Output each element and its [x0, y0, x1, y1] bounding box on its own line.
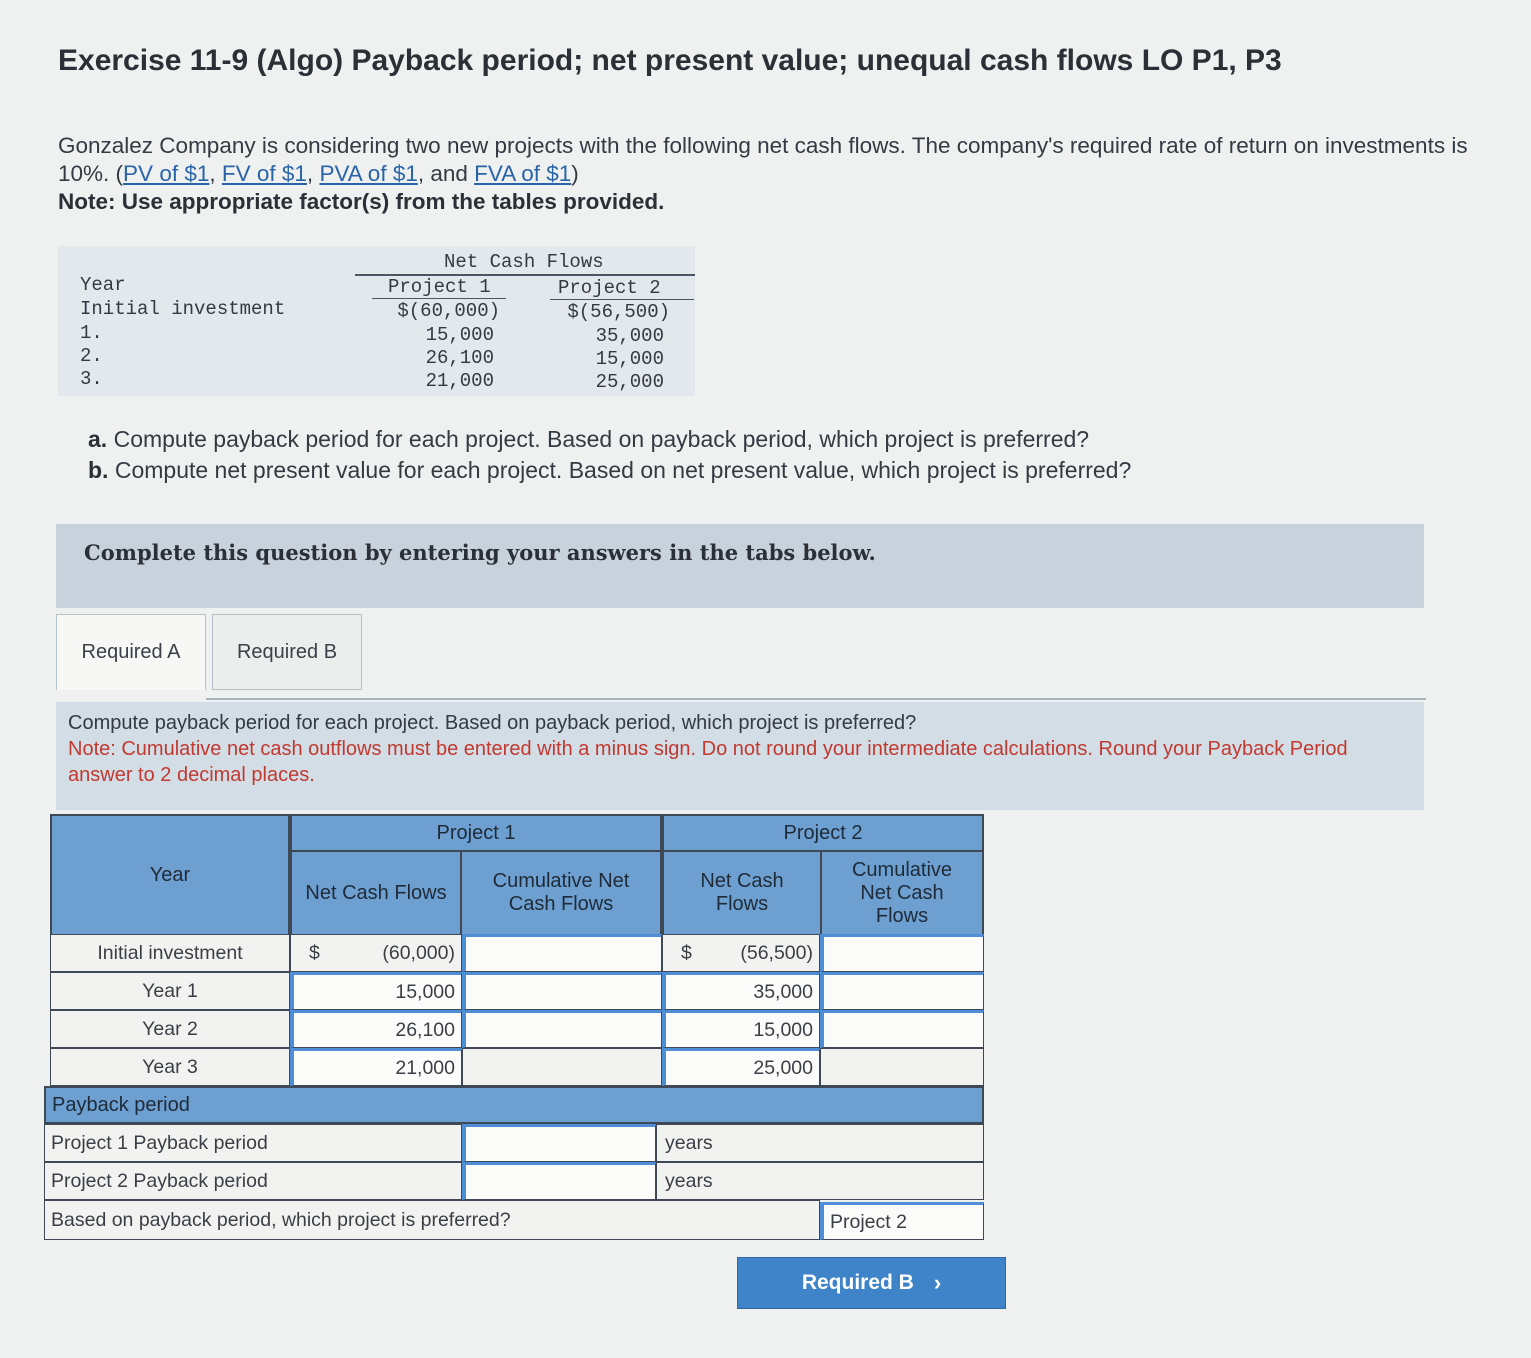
pv-link[interactable]: PV of $1	[123, 161, 210, 186]
chevron-right-icon: ›	[933, 1270, 942, 1295]
required-b-button[interactable]: Required B ›	[737, 1257, 1006, 1309]
row-label: Year 1	[50, 972, 290, 1010]
intro-text: Gonzalez Company is considering two new projects with the following net cash flows. The company's required rate of return on investments is 10%.	[58, 133, 1468, 186]
tab-required-b[interactable]: Required B	[212, 614, 362, 690]
pva-link[interactable]: PVA of $1	[319, 161, 418, 186]
cash-flow-year-label: Year	[80, 274, 126, 296]
question-a: Compute payback period for each project. Based on payback period, which project is preferred?	[113, 426, 1090, 452]
fva-link[interactable]: FVA of $1	[474, 161, 572, 186]
p2-ncf-cell[interactable]: 15,000	[662, 1010, 820, 1048]
problem-intro: Gonzalez Company is considering two new projects with the following net cash flows. The company's required rate of return on investments is 10%. (PV of $1, FV of $1, PVA of $1, and FVA of $1) Note: Use appropriate factor(s) from the tables provided.	[58, 132, 1498, 216]
row-label: Year 2	[50, 1010, 290, 1048]
fv-link[interactable]: FV of $1	[221, 161, 307, 186]
p1-net-cash-flows-header: Net Cash Flows	[290, 850, 462, 936]
project1-header: Project 1	[290, 814, 662, 852]
cf-row-label: 2.	[80, 345, 103, 367]
cf-row-label: Initial investment	[80, 298, 286, 320]
cf-row-p1: 26,100	[425, 347, 494, 369]
p2-net-cash-flows-header: Net Cash Flows	[662, 850, 822, 936]
intro-note: Note: Use appropriate factor(s) from the tables provided.	[58, 189, 665, 214]
p2-payback-input[interactable]	[462, 1162, 656, 1200]
p1-cumulative-header: Cumulative Net Cash Flows	[460, 850, 662, 936]
p2-payback-label: Project 2 Payback period	[44, 1162, 462, 1200]
instructions-line: Compute payback period for each project. Based on payback period, which project is preferred?	[68, 712, 917, 734]
cf-row-p2: 35,000	[595, 325, 664, 347]
p2-cumulative-input[interactable]	[820, 1010, 984, 1048]
instructions-note: Note: Cumulative net cash outflows must be entered with a minus sign. Do not round your intermediate calculations. Round your Payback Period answer to 2 decimal places.	[68, 738, 1348, 786]
cf-row-p2: 15,000	[595, 348, 664, 370]
instructions	[68, 710, 1408, 788]
p2-ncf-cell[interactable]: 35,000	[662, 972, 820, 1010]
cf-row-p2: $(56,500)	[567, 301, 670, 323]
p1-ncf-cell[interactable]: 15,000	[290, 972, 462, 1010]
p2-cumulative-header: Cumulative Net Cash Flows	[820, 850, 984, 936]
p1-ncf-cell[interactable]: 26,100	[290, 1010, 462, 1048]
year-column-header: Year	[50, 814, 290, 936]
cash-flow-project2-label: Project 2	[558, 277, 661, 299]
cf-row-p1: $(60,000)	[397, 300, 500, 322]
p1-payback-input[interactable]	[462, 1124, 656, 1162]
p1-cumulative-input[interactable]	[462, 1010, 662, 1048]
row-label: Initial investment	[50, 934, 290, 972]
p2-cumulative-cell	[820, 1048, 984, 1086]
cash-flow-project1-label: Project 1	[388, 276, 491, 298]
cf-row-p2: 25,000	[595, 371, 664, 393]
complete-banner	[56, 524, 1424, 608]
p2-cumulative-input[interactable]	[820, 972, 984, 1010]
row-label: Year 3	[50, 1048, 290, 1086]
p2-cumulative-input[interactable]	[820, 934, 984, 972]
p2-ncf-cell[interactable]: 25,000	[662, 1048, 820, 1086]
p1-ncf-cell: $ (60,000)	[290, 934, 462, 972]
p1-cumulative-input[interactable]	[462, 972, 662, 1010]
cf-row-p1: 21,000	[425, 370, 494, 392]
p1-payback-label: Project 1 Payback period	[44, 1124, 462, 1162]
p2-ncf-cell: $ (56,500)	[662, 934, 820, 972]
tab-required-a[interactable]: Required A	[56, 614, 206, 690]
p1-cumulative-input[interactable]	[462, 934, 662, 972]
exercise-title: Exercise 11-9 (Algo) Payback period; net present value; unequal cash flows LO P1, P3	[58, 44, 1282, 77]
p1-cumulative-cell	[462, 1048, 662, 1086]
cash-flow-header: Net Cash Flows	[444, 251, 604, 273]
preferred-project-select[interactable]: Project 2	[820, 1202, 984, 1240]
cf-row-label: 3.	[80, 368, 103, 390]
complete-banner-text: Complete this question by entering your answers in the tabs below.	[84, 540, 876, 565]
questions: a. Compute payback period for each project. Based on payback period, which project is preferred? b. Compute net present value for each project. Based on net present value, which project is preferred?	[88, 426, 1132, 483]
cf-row-label: 1.	[80, 322, 103, 344]
p1-payback-unit: years	[656, 1124, 984, 1162]
p2-payback-unit: years	[656, 1162, 984, 1200]
p1-ncf-cell[interactable]: 21,000	[290, 1048, 462, 1086]
cf-row-p1: 15,000	[425, 324, 494, 346]
question-b: Compute net present value for each project. Based on net present value, which project is preferred?	[114, 457, 1132, 483]
payback-period-heading: Payback period	[44, 1086, 984, 1124]
project2-header: Project 2	[662, 814, 984, 852]
preferred-question: Based on payback period, which project is preferred?	[44, 1200, 820, 1240]
tab-divider	[206, 698, 1426, 700]
